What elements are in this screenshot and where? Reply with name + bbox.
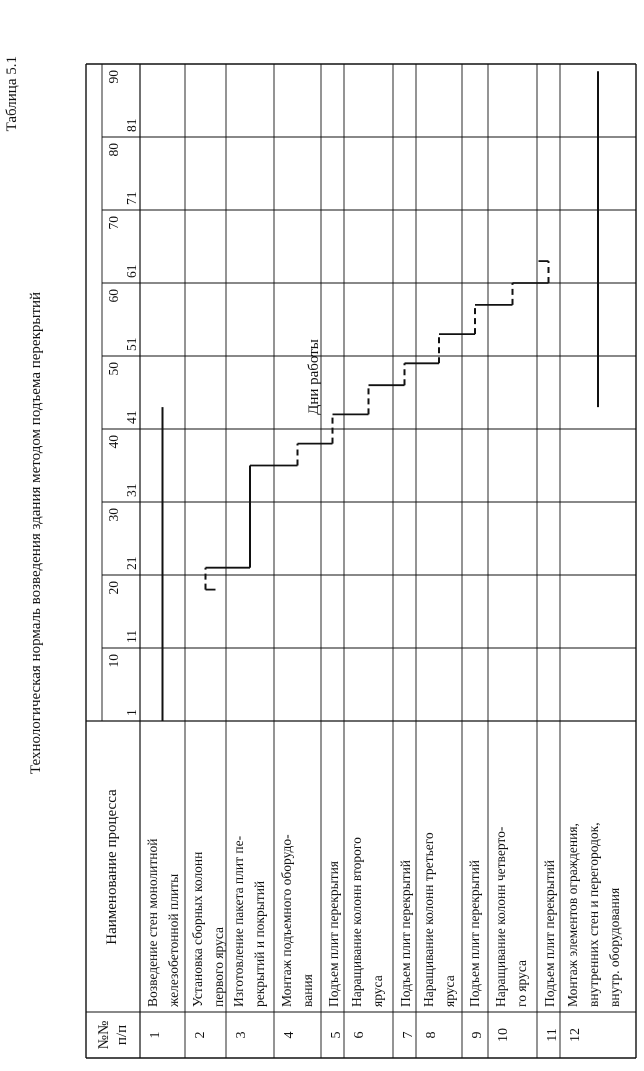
row-number: 2: [193, 1031, 208, 1039]
day-range-end: 50: [106, 362, 121, 376]
process-name-line: первого яруса: [211, 926, 226, 1007]
process-name-line: внутр. оборудования: [607, 887, 622, 1007]
day-range-end: 80: [106, 143, 121, 157]
row-number: 3: [234, 1031, 249, 1039]
day-range-end: 30: [106, 508, 121, 522]
row-number: 8: [424, 1031, 439, 1039]
day-range-start: 71: [124, 191, 139, 205]
row-number: 5: [329, 1031, 344, 1039]
header-number-line1: №№: [96, 1020, 112, 1050]
day-range-end: 10: [106, 654, 121, 668]
process-name-line: Подъем плит перекрытий: [398, 859, 413, 1007]
process-name-line: рекрытий и покрытий: [252, 880, 267, 1007]
day-range-end: 40: [106, 435, 121, 449]
process-name-line: Наращивание колонн второго: [349, 837, 364, 1007]
day-range-labels: [106, 70, 139, 716]
row-number: 7: [401, 1031, 416, 1039]
process-name-line: Установка сборных колонн: [190, 851, 205, 1007]
process-name-line: железобетонной плиты: [166, 873, 181, 1007]
header-days-label: Дни работы: [306, 339, 322, 415]
day-range-start: 31: [124, 483, 139, 497]
day-range-start: 61: [124, 264, 139, 278]
process-name-line: Монтаж элементов ограждения,: [565, 823, 580, 1007]
table-number: Таблица 5.1: [4, 56, 20, 132]
row-number: 1: [148, 1031, 163, 1039]
process-name-line: яруса: [370, 975, 385, 1007]
day-range-end: 20: [106, 581, 121, 595]
process-name-line: Подъем плит перекрытий: [542, 859, 557, 1007]
row-number: 6: [352, 1031, 367, 1039]
row-number: 12: [568, 1028, 583, 1042]
process-name-line: Наращивание колонн третьего: [421, 832, 436, 1007]
table-title: Технологическая нормаль возведения здания методом подъема перекрытий: [28, 291, 44, 775]
schedule-bars: [163, 71, 599, 721]
row-number: 11: [545, 1028, 560, 1042]
row-number: 4: [282, 1031, 297, 1039]
row-number: 10: [496, 1028, 511, 1042]
process-name-line: Наращивание колонн четверто-: [493, 826, 508, 1007]
process-name-line: Возведение стен монолитной: [145, 838, 160, 1007]
day-range-start: 41: [124, 410, 139, 424]
process-name-line: внутренних стен и перегородок,: [586, 822, 601, 1007]
process-rows: [145, 822, 622, 1042]
process-name-line: Монтаж подъемного оборудо-: [279, 834, 294, 1007]
day-range-start: 21: [124, 556, 139, 570]
header-process-name: Наименование процесса: [104, 789, 120, 945]
process-name-line: Подъем плит перекрытия: [326, 860, 341, 1007]
header-number-line2: п/п: [114, 1024, 130, 1046]
process-name-line: вания: [300, 974, 315, 1007]
process-name-line: го яруса: [514, 959, 529, 1007]
day-range-end: 60: [106, 289, 121, 303]
day-range-start: 51: [124, 337, 139, 351]
day-range-end: 70: [106, 216, 121, 230]
day-range-start: 1: [124, 709, 139, 716]
process-name-line: Подъем плит перекрытий: [467, 859, 482, 1007]
process-name-line: Изготовление пакета плит пе-: [231, 835, 246, 1007]
day-range-end: 90: [106, 70, 121, 84]
row-number: 9: [470, 1031, 485, 1039]
day-range-start: 81: [124, 118, 139, 132]
day-range-start: 11: [124, 630, 139, 643]
process-name-line: яруса: [442, 975, 457, 1007]
